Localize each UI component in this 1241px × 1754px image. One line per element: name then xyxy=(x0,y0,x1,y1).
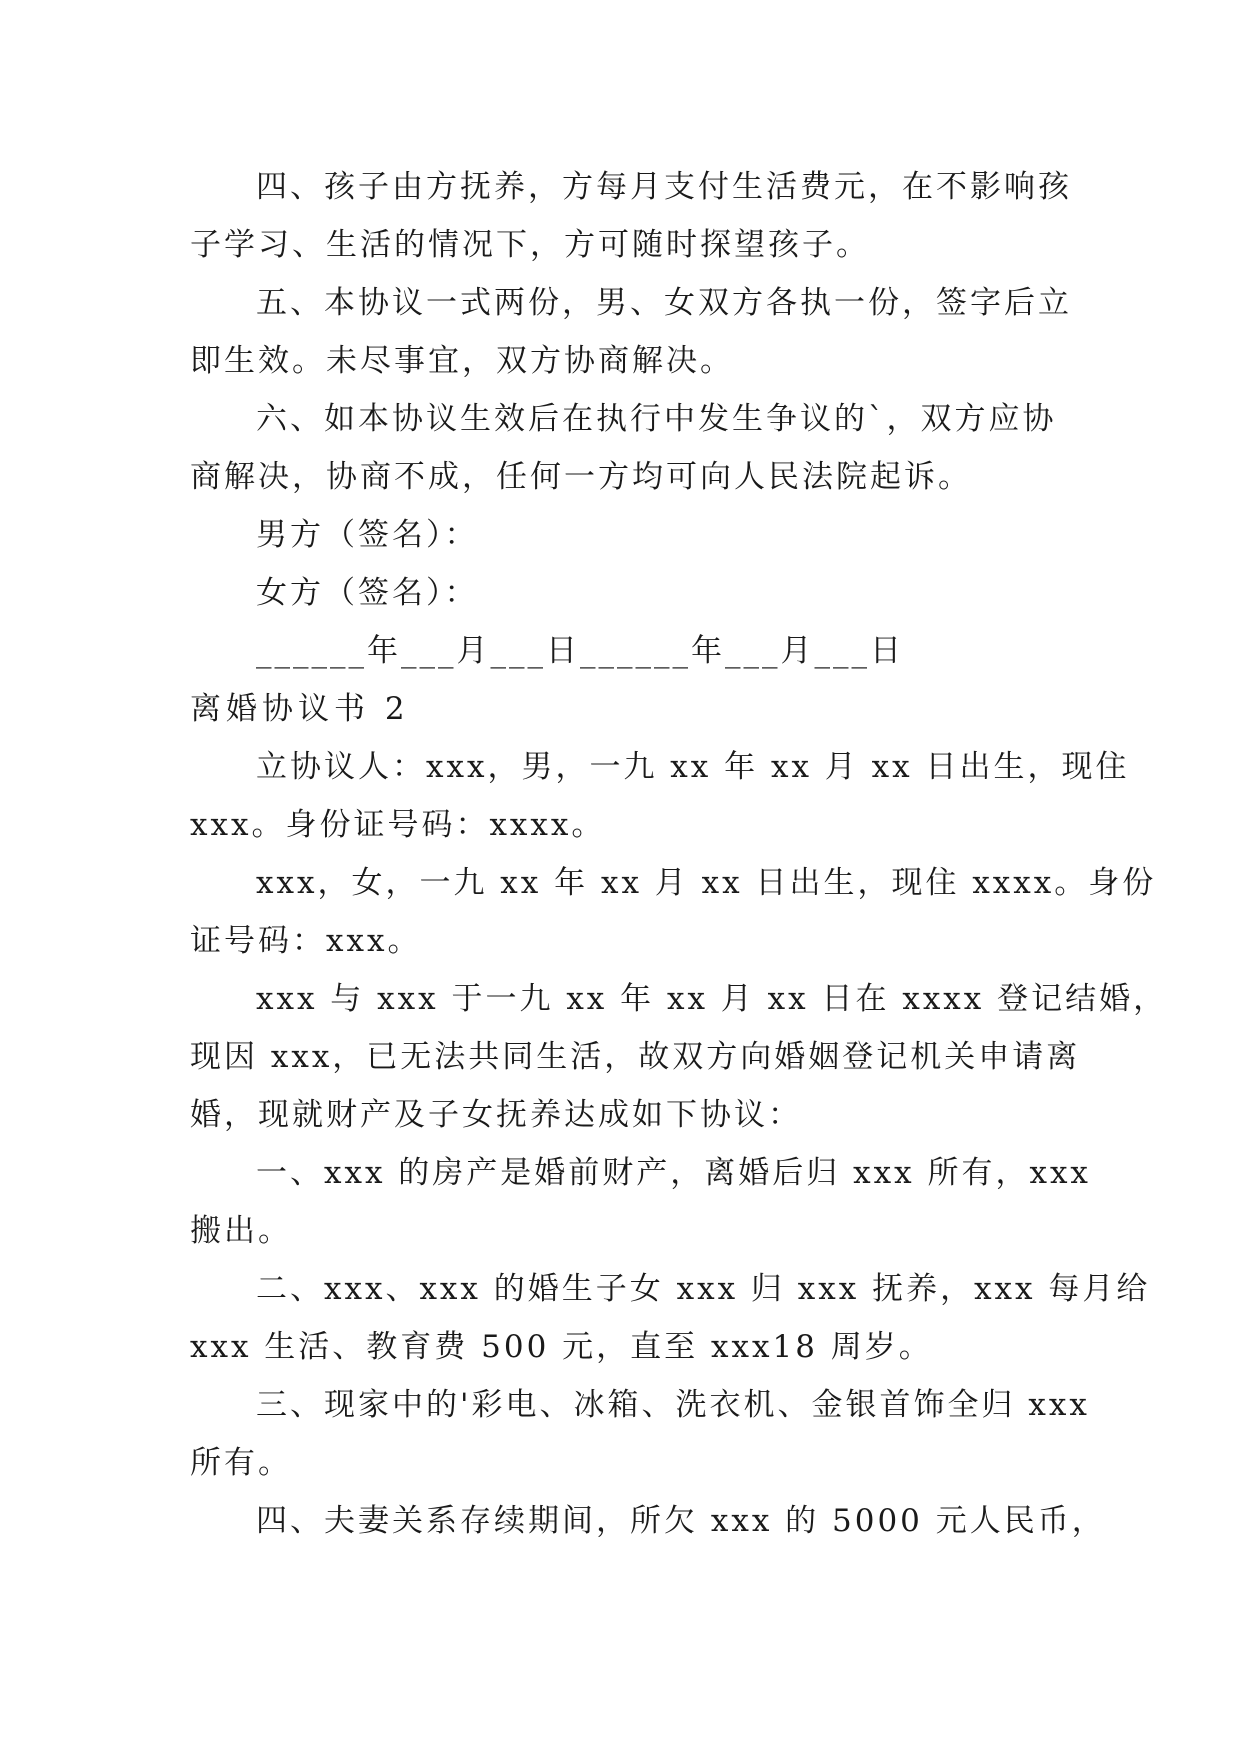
term-4-line-1: 四、夫妻关系存续期间，所欠 xxx 的 5000 元人民币， xyxy=(256,1503,1106,1539)
date-line: ______年___月___日______年___月___日 xyxy=(256,633,904,669)
clause-4-line-1: 四、孩子由方抚养，方每月支付生活费元，在不影响孩 xyxy=(256,169,1072,205)
term-2-line-1: 二、xxx、xxx 的婚生子女 xxx 归 xxx 抚养，xxx 每月给 xyxy=(256,1271,1151,1307)
term-3-line-2: 所有。 xyxy=(190,1445,292,1481)
male-signature-line: 男方（签名）： xyxy=(256,517,479,553)
party-1-line-1: 立协议人：xxx，男，一九 xx 年 xx 月 xx 日出生，现住 xyxy=(256,749,1130,785)
marriage-line-3: 婚，现就财产及子女抚养达成如下协议： xyxy=(190,1097,802,1133)
section-title: 离婚协议书 2 xyxy=(190,691,410,727)
clause-5-line-1: 五、本协议一式两份，男、女双方各执一份，签字后立 xyxy=(256,285,1072,321)
term-2-line-2: xxx 生活、教育费 500 元，直至 xxx18 周岁。 xyxy=(190,1329,933,1365)
marriage-line-1: xxx 与 xxx 于一九 xx 年 xx 月 xx 日在 xxxx 登记结婚， xyxy=(256,981,1168,1017)
party-1-line-2: xxx。身份证号码：xxxx。 xyxy=(190,807,606,843)
clause-4-line-2: 子学习、生活的情况下，方可随时探望孩子。 xyxy=(190,227,870,263)
term-3-line-1: 三、现家中的'彩电、冰箱、洗衣机、金银首饰全归 xxx xyxy=(256,1387,1090,1423)
female-signature-line: 女方（签名）： xyxy=(256,575,479,611)
document-body xyxy=(190,158,1168,1550)
party-2-line-1: xxx，女，一九 xx 年 xx 月 xx 日出生，现住 xxxx。身份 xyxy=(256,865,1157,901)
term-1-line-2: 搬出。 xyxy=(190,1213,292,1249)
clause-6-line-2: 商解决，协商不成，任何一方均可向人民法院起诉。 xyxy=(190,459,972,495)
clause-5-line-2: 即生效。未尽事宜，双方协商解决。 xyxy=(190,343,734,379)
term-1-line-1: 一、xxx 的房产是婚前财产，离婚后归 xxx 所有，xxx xyxy=(256,1155,1091,1191)
party-2-line-2: 证号码：xxx。 xyxy=(190,923,422,959)
clause-6-line-1: 六、如本协议生效后在执行中发生争议的`，双方应协 xyxy=(256,401,1057,437)
marriage-line-2: 现因 xxx，已无法共同生活，故双方向婚姻登记机关申请离 xyxy=(190,1039,1081,1075)
